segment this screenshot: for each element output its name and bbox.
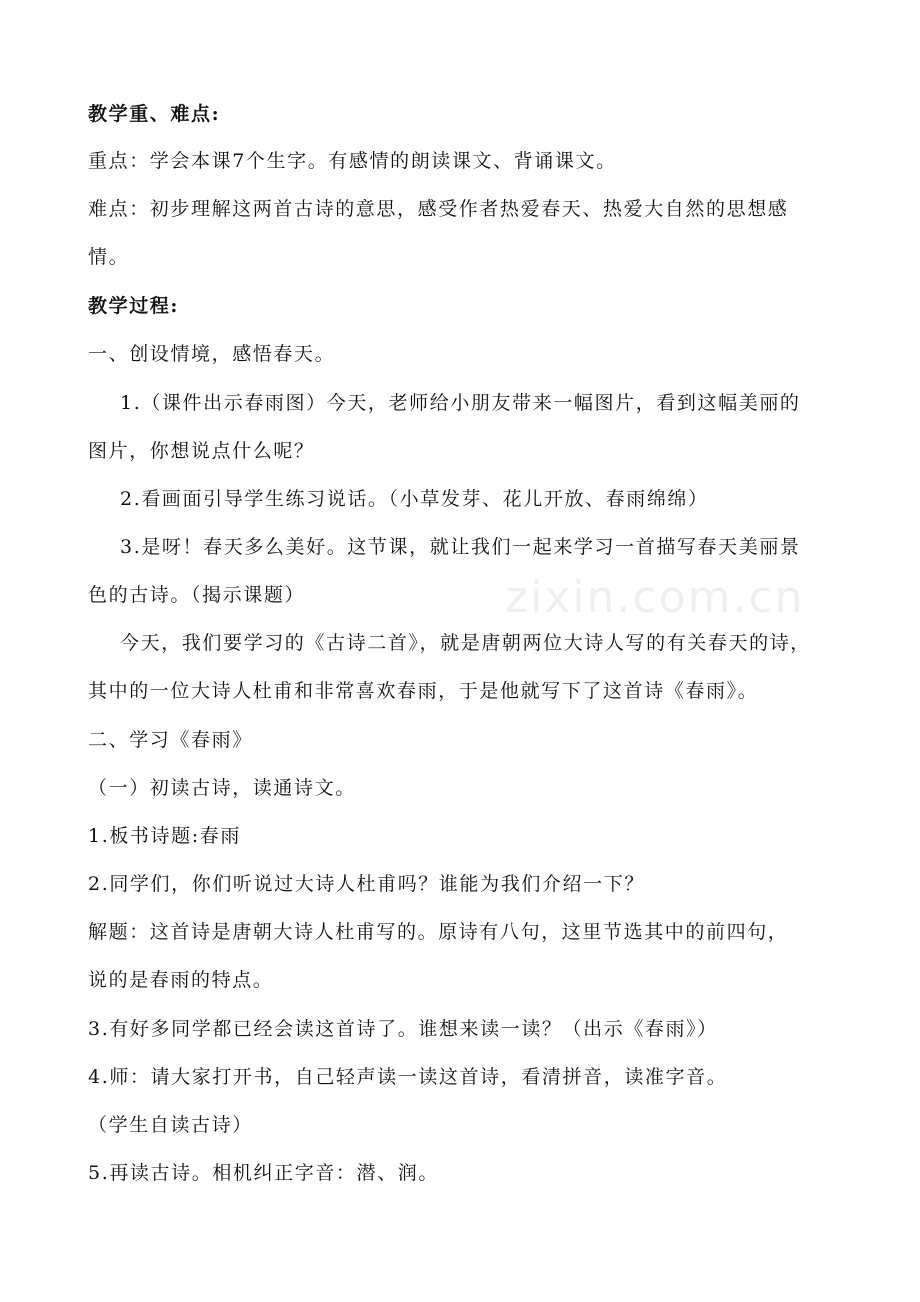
section-one-title: 一、创设情境，感悟春天。	[88, 343, 336, 365]
section-two-title: 二、学习《春雨》	[88, 729, 253, 751]
explanation: 解题：这首诗是唐朝大诗人杜甫写的。原诗有八句，这里节选其中的前四句，	[88, 921, 789, 943]
item-2: 2.同学们，你们听说过大诗人杜甫吗？谁能为我们介绍一下？	[88, 873, 645, 895]
item-4-note: （学生自读古诗）	[88, 1114, 253, 1136]
item-1: 1.板书诗题:春雨	[88, 825, 241, 847]
step-3-cont: 色的古诗。（揭示课题）	[88, 584, 306, 606]
intro-paragraph: 今天，我们要学习的《古诗二首》，就是唐朝两位大诗人写的有关春天的诗，	[120, 632, 811, 654]
explanation-cont: 说的是春雨的特点。	[88, 969, 274, 991]
watermark: zixin.com.cn	[505, 572, 805, 623]
heading-process: 教学过程:	[88, 295, 180, 317]
step-2: 2.看画面引导学生练习说话。（小草发芽、花儿开放、春雨绵绵）	[120, 488, 709, 510]
difficulty-text-cont: 情。	[88, 246, 130, 268]
key-point-text: 重点：学会本课7个生字。有感情的朗读课文、背诵课文。	[88, 150, 617, 172]
difficulty-text: 难点：初步理解这两首古诗的意思，感受作者热爱春天、热爱大自然的思想感	[88, 198, 789, 220]
intro-paragraph-cont: 其中的一位大诗人杜甫和非常喜欢春雨，于是他就写下了这首诗《春雨》。	[88, 680, 759, 702]
subsection-one-title: （一）初读古诗，读通诗文。	[88, 777, 356, 799]
heading-key-points: 教学重、难点:	[88, 103, 221, 125]
step-1: 1.（课件出示春雨图）今天，老师给小朋友带来一幅图片，看到这幅美丽的	[120, 392, 801, 414]
item-5: 5.再读古诗。相机纠正字音：潜、润。	[88, 1162, 439, 1184]
step-1-cont: 图片，你想说点什么呢？	[88, 440, 315, 462]
step-3: 3.是呀！春天多么美好。这节课，就让我们一起来学习一首描写春天美丽景	[120, 536, 801, 558]
item-3: 3.有好多同学都已经会读这首诗了。谁想来读一读？（出示《春雨》）	[88, 1018, 718, 1040]
item-4: 4.师：请大家打开书，自己轻声读一读这首诗，看清拼音，读准字音。	[88, 1066, 728, 1088]
